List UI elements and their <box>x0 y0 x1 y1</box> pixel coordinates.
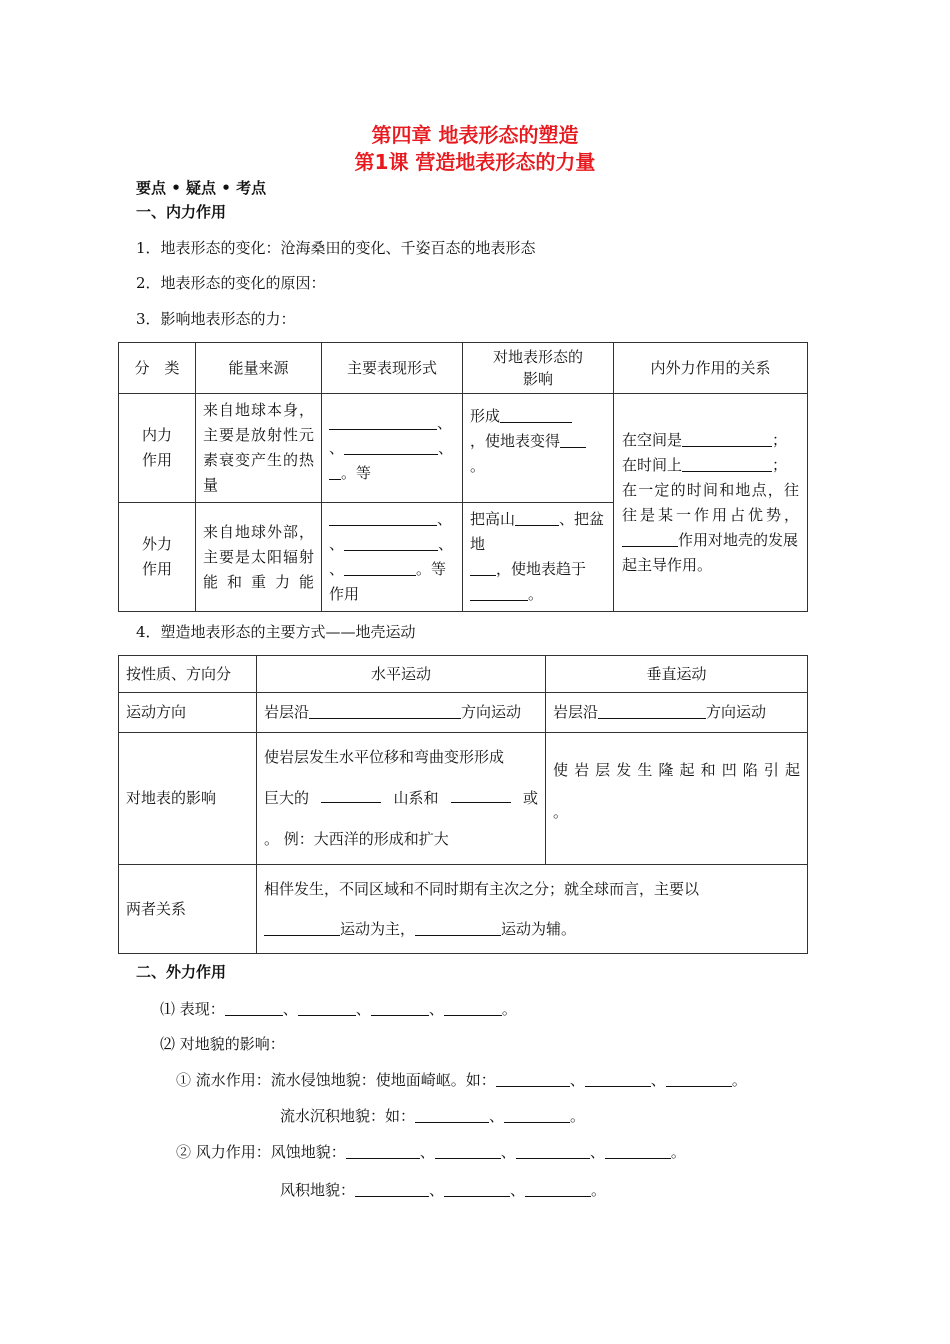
blank <box>329 510 437 526</box>
blank <box>371 1000 429 1016</box>
table2-header-row <box>119 656 808 693</box>
direction-vertical: 岩层沿 方向运动 <box>546 693 808 733</box>
blank <box>415 920 501 936</box>
blank <box>355 1181 429 1197</box>
key-points-tag: 要点 • 疑点 • 考点 <box>136 179 267 197</box>
question-3b: 流水沉积地貌：如： 、 。 <box>280 1107 586 1125</box>
blank <box>435 1143 501 1159</box>
section-heading-external: 二、外力作用 <box>136 963 227 981</box>
question-2: ⑵ 对地貌的影响： <box>160 1035 285 1053</box>
question-3a: ① 流水作用：流水侵蚀地貌：使地面崎岖。如： 、 、 。 <box>176 1071 747 1089</box>
blank <box>682 456 772 472</box>
table2-row-direction <box>119 693 808 733</box>
blank <box>264 920 340 936</box>
blank <box>321 787 381 803</box>
blank <box>344 439 438 455</box>
paragraph-3: 3．影响地表形态的力： <box>136 310 296 328</box>
effect-horizontal: 使岩层发生水平位移和弯曲变形形成 巨大的 山系和 或 。 例：大西洋的形成和扩大 <box>257 733 546 865</box>
chapter-title: 第四章 地表形态的塑造 <box>371 123 579 147</box>
table-header-row <box>119 343 808 394</box>
header-energy: 能量来源 <box>196 343 322 394</box>
blank <box>504 1107 570 1123</box>
effect-external: 把高山 、把盆地 ，使地表趋于 。 <box>463 503 614 612</box>
blank <box>496 1071 570 1087</box>
blank <box>344 535 438 551</box>
effect-vertical: 使岩层发生隆起和凹陷引起 。 <box>546 733 808 865</box>
blank <box>346 1143 420 1159</box>
question-1: ⑴ 表现： 、 、 、 。 <box>160 1000 517 1018</box>
blank <box>598 703 706 719</box>
label-external: 外力作用 <box>119 503 196 612</box>
label-direction: 运动方向 <box>119 693 257 733</box>
form-external: 、 、 、 、 。等 作用 <box>322 503 463 612</box>
header-horizontal: 水平运动 <box>257 656 546 693</box>
blank <box>225 1000 283 1016</box>
blank <box>525 1181 591 1197</box>
energy-internal: 来自地球本身，主要是放射性元素衰变产生的热量 <box>196 394 322 503</box>
relation-cell: 在空间是 ； 在时间上 ； 在一定的时间和地点，往往是某一作用占优势， 作用对地壳的发展起主导作用。 <box>614 394 808 612</box>
header-class: 分 类 <box>119 343 196 394</box>
effect-internal: 形成 ，使地表变得 。 <box>463 394 614 503</box>
table-row-internal <box>119 394 808 503</box>
relation-text: 相伴发生，不同区域和不同时期有主次之分；就全球而言，主要以 运动为主， 运动为辅。 <box>257 865 808 954</box>
blank <box>444 1000 502 1016</box>
question-4a: ② 风力作用：风蚀地貌： 、 、 、 。 <box>176 1143 686 1161</box>
paragraph-1: 1．地表形态的变化：沧海桑田的变化、千姿百态的地表形态 <box>136 239 536 257</box>
table2-row-effect <box>119 733 808 865</box>
blank <box>415 1107 489 1123</box>
blank <box>585 1071 651 1087</box>
blank <box>329 414 437 430</box>
blank <box>666 1071 732 1087</box>
blank <box>682 431 772 447</box>
energy-external: 来自地球外部，主要是太阳辐射能和重力能 <box>196 503 322 612</box>
blank <box>515 510 559 526</box>
paragraph-4: 4．塑造地表形态的主要方式——地壳运动 <box>136 623 416 641</box>
blank <box>444 1181 510 1197</box>
blank <box>451 787 511 803</box>
section-heading-internal: 一、内力作用 <box>136 203 227 221</box>
question-4b: 风积地貌： 、 、 。 <box>280 1181 607 1199</box>
blank <box>470 585 528 601</box>
forces-table <box>118 342 808 612</box>
lesson-title: 第1课 营造地表形态的力量 <box>354 150 596 174</box>
blank <box>329 464 341 480</box>
blank <box>344 560 416 576</box>
blank <box>605 1143 671 1159</box>
label-effect: 对地表的影响 <box>119 733 257 865</box>
direction-horizontal: 岩层沿 方向运动 <box>257 693 546 733</box>
header-effect: 对地表形态的影响 <box>463 343 614 394</box>
paragraph-2: 2．地表形态的变化的原因： <box>136 274 326 292</box>
blank <box>560 432 586 448</box>
label-relation: 两者关系 <box>119 865 257 954</box>
blank <box>309 703 461 719</box>
label-internal: 内力作用 <box>119 394 196 503</box>
header-form: 主要表现形式 <box>322 343 463 394</box>
header-classification: 按性质、方向分 <box>119 656 257 693</box>
crust-movement-table <box>118 655 808 954</box>
header-vertical: 垂直运动 <box>546 656 808 693</box>
blank <box>298 1000 356 1016</box>
blank <box>470 560 496 576</box>
header-relation: 内外力作用的关系 <box>614 343 808 394</box>
form-internal: 、 、 、 。等 <box>322 394 463 503</box>
blank <box>622 531 678 547</box>
table2-row-relation <box>119 865 808 954</box>
blank <box>516 1143 590 1159</box>
blank <box>500 407 572 423</box>
